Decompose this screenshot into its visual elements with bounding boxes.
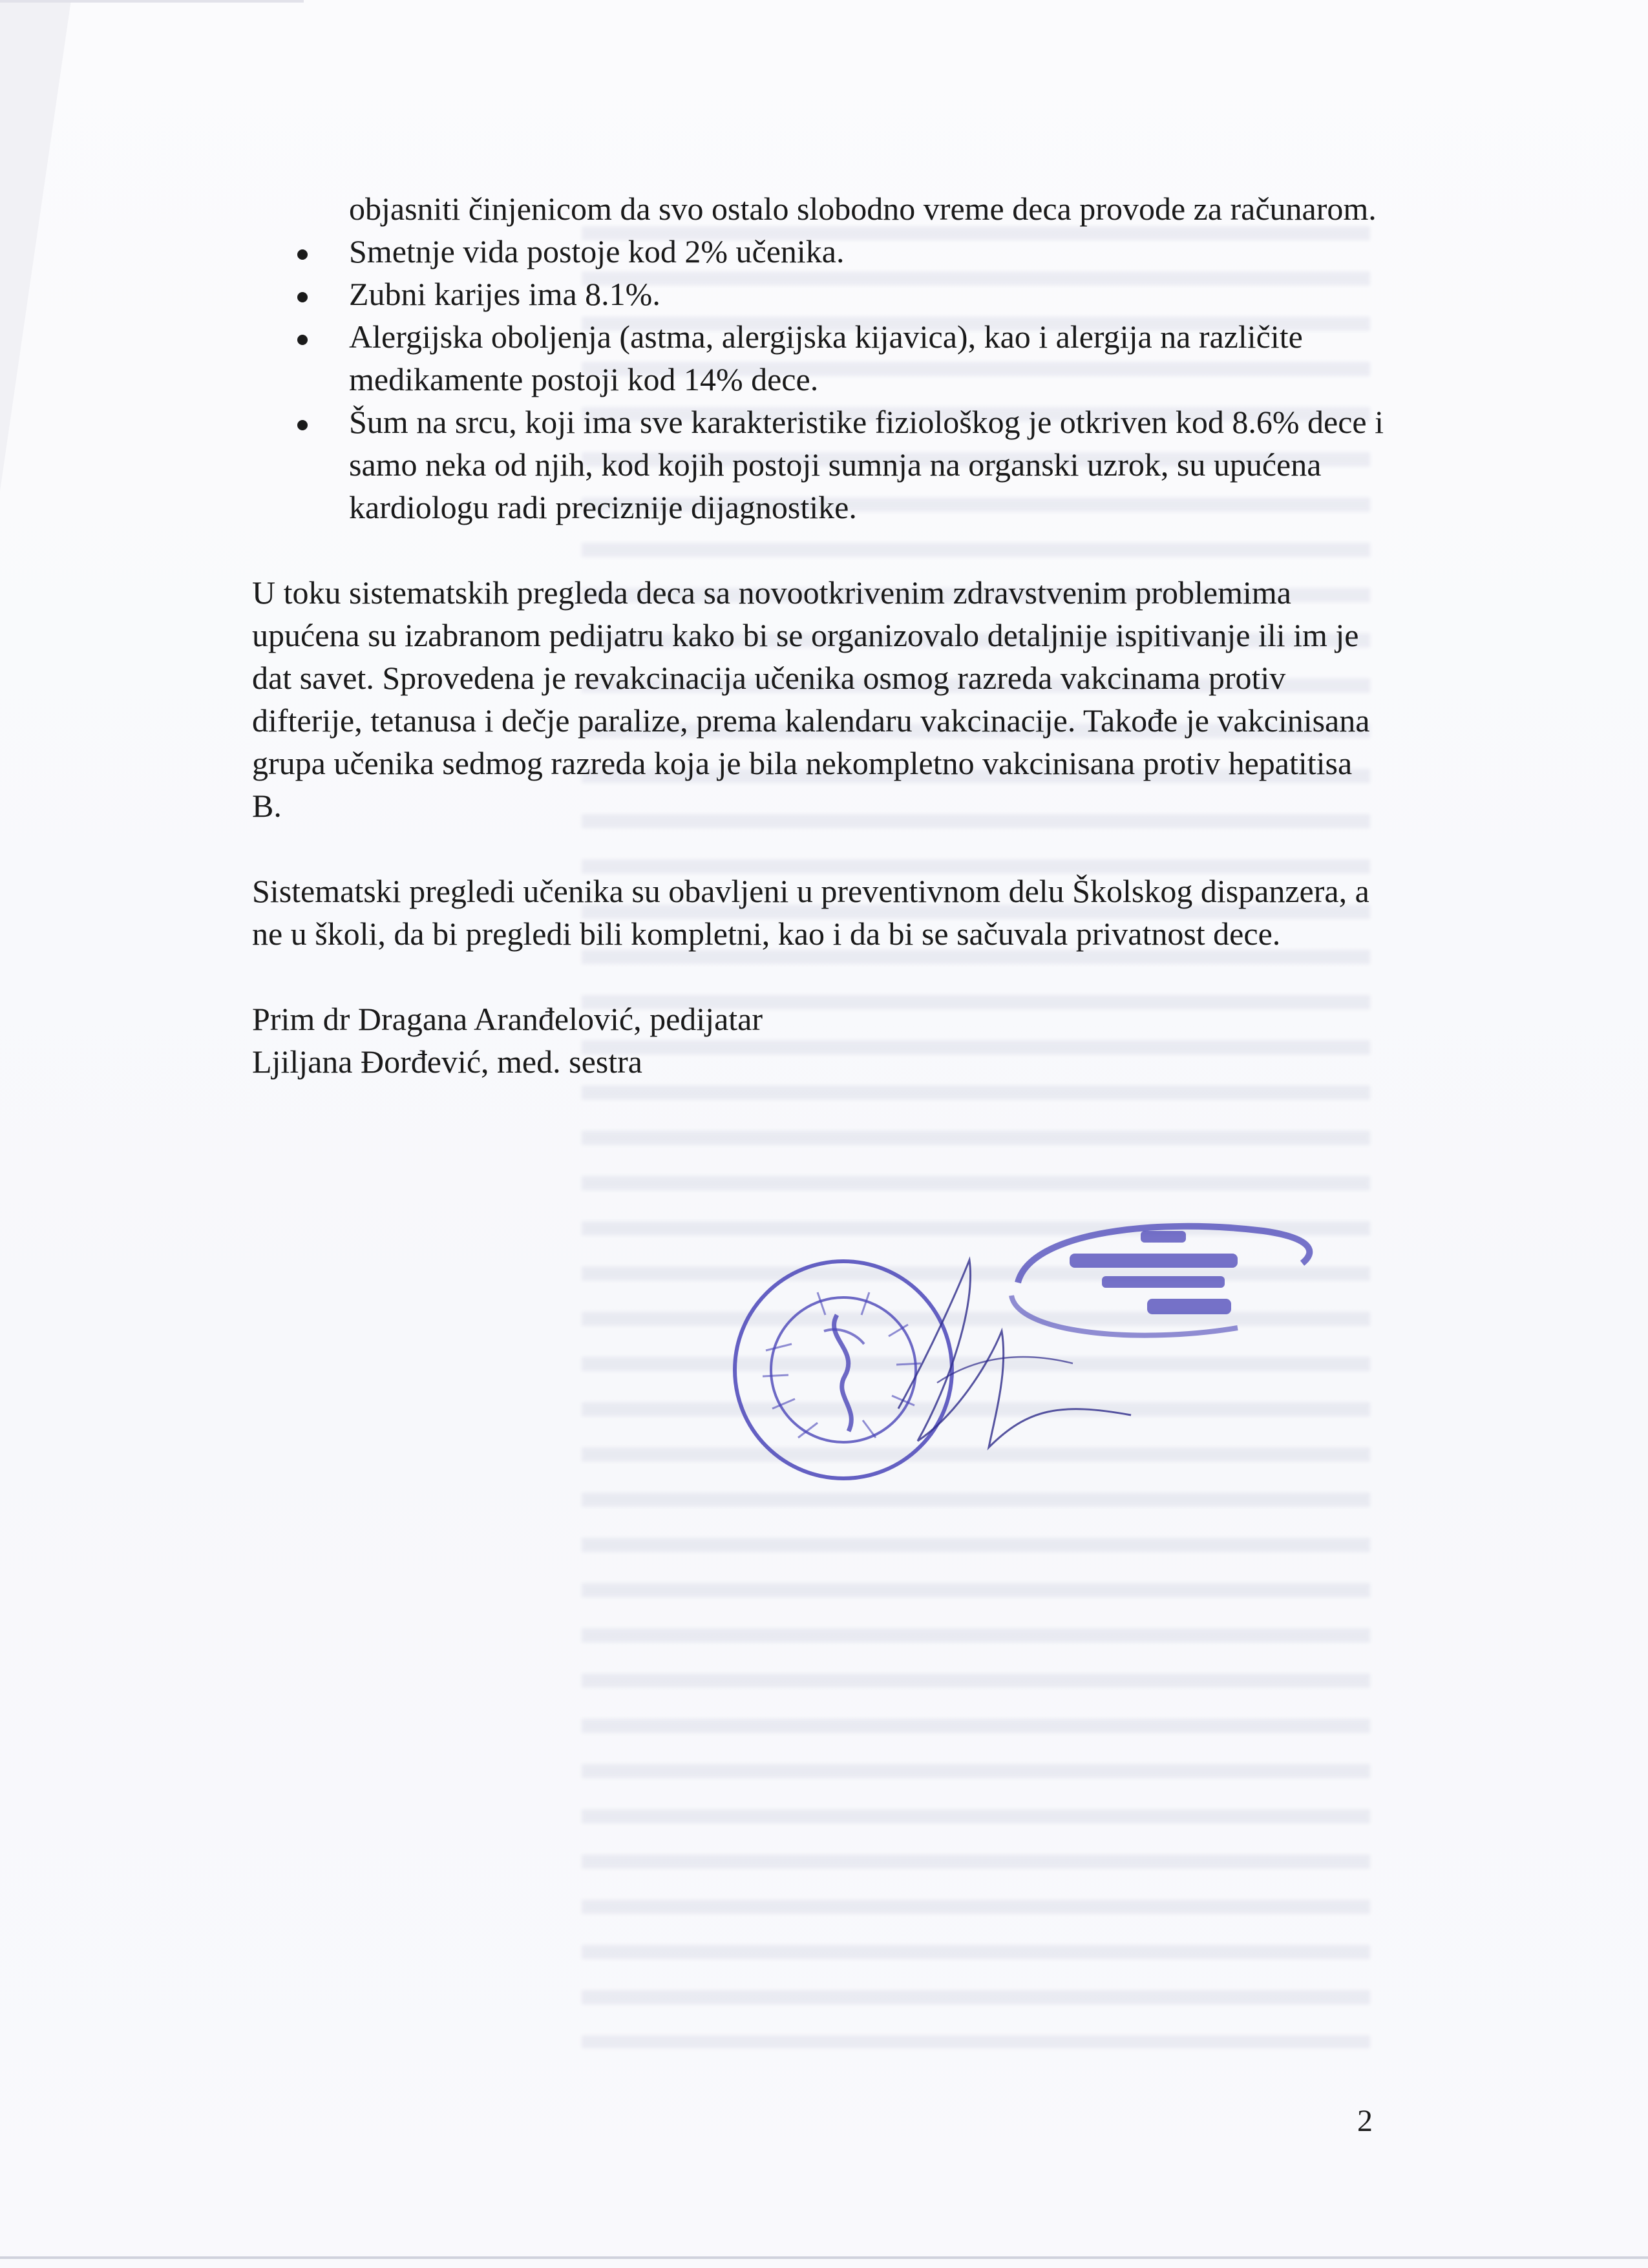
bullet-icon [297,292,308,302]
bullet-icon [297,420,308,430]
paragraph-referrals: U toku sistematskih pregleda deca sa novootkrivenim zdravstvenim problemima upućena su izabranom pedijatru kako bi se organizovalo detaljnije ispitivanje ili im je dat savet. Sprovedena je revakcinacija učenika osmog razreda vakcinama protiv difterije, tetanusa i dečje paralize, prema kalendaru vakcinacije. Takođe je vakcinisana grupa učenika sedmog razreda koja je bila nekompletno vakcinisana protiv hepatitisa B. [252,574,1370,824]
paragraph-location: Sistematski pregledi učenika su obavljeni u preventivnom delu Školskog dispanzera, a ne u školi, da bi pregledi bili kompletni, kao i da bi se sačuvala privatnost dece. [252,873,1369,952]
signature [879,1254,1150,1467]
findings-list [252,230,1389,529]
scan-edge [0,0,304,3]
signatory-pediatrician: Prim dr Dragana Aranđelović, pedijatar [252,1001,763,1037]
document-body [252,187,1389,1083]
scan-bottom-edge [0,2256,1648,2259]
list-item: Šum na srcu, koji ima sve karakteristike fiziološkog je otkriven kod 8.6% dece i samo neka od njih, kod kojih postoji sumnja na organski uzrok, su upućena kardiologu radi preciznije dijagnostike. [349,401,1389,529]
list-item: Alergijska oboljenja (astma, alergijska kijavica), kao i alergija na različite medikamente postoji kod 14% dece. [349,315,1389,401]
continuation-text: objasniti činjenicom da svo ostalo slobodno vreme deca provode za računarom. [349,191,1377,227]
signatories [252,998,1389,1083]
bullet-icon [297,249,308,260]
list-item: Smetnje vida postoje kod 2% učenika. [349,230,1389,273]
list-item: Zubni karijes ima 8.1%. [349,273,1389,315]
page-number: 2 [1357,2104,1373,2138]
folded-corner [0,0,71,491]
signatory-nurse: Ljiljana Đorđević, med. sestra [252,1044,642,1080]
bullet-icon [297,335,308,345]
